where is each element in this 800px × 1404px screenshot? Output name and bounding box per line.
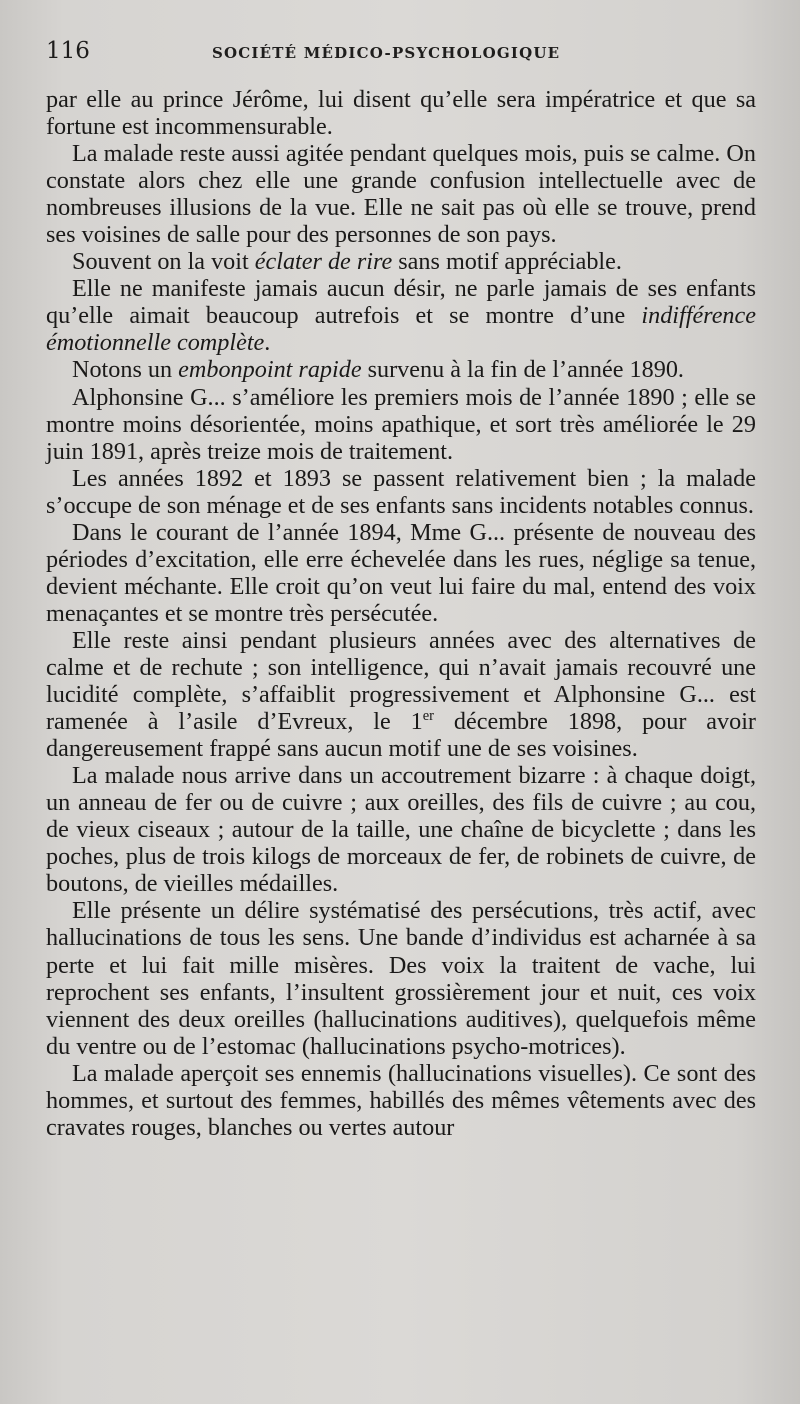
paragraph: [46, 627, 756, 762]
italic-text: éclater de rire: [254, 248, 393, 276]
paragraph: [46, 86, 756, 140]
paragraph: [46, 897, 756, 1059]
text-segment: Elle ne manifeste jamais aucun désir, ne parle jamais de ses enfants qu’elle aimait beaucoup autrefois et se montre d’une: [46, 275, 756, 330]
text-segment: Alphonsine G... s’améliore les premiers mois de l’année 1890 ; elle se montre moins désorientée, moins apathique, et sort très améliorée le 29 juin 1891, après treize mois de traitement.: [46, 383, 756, 465]
text-segment: Notons un: [72, 356, 179, 384]
paragraph: [46, 140, 756, 248]
text-segment: par elle au prince Jérôme, lui disent qu’elle sera impératrice et que sa fortune est incommensurable.: [46, 86, 756, 141]
text-segment: décembre 1898, pour avoir dangereusement frappé sans aucun motif une de ses voisines.: [46, 708, 756, 763]
paragraph: [46, 519, 756, 627]
italic-text: indifférence émotionnelle complète: [46, 302, 756, 357]
text-segment: La malade reste aussi agitée pendant quelques mois, puis se calme. On constate alors chez elle une grande confusion intellectuelle avec de nombreuses illusions de la vue. Elle ne sait pas où elle se trouve, prend ses voisines de salle pour des personnes de son pays.: [46, 140, 756, 249]
paragraph: [46, 1060, 756, 1141]
text-segment: Dans le courant de l’année 1894, Mme G... présente de nouveau des périodes d’excitation, elle erre échevelée dans les rues, néglige sa tenue, devient méchante. Elle croit qu’on veut lui faire du mal, entend des voix menaçantes et se montre très persécutée.: [46, 518, 756, 627]
paragraph: [46, 762, 756, 897]
text-segment: La malade aperçoit ses ennemis (hallucinations visuelles). Ce sont des hommes, et surtout des femmes, habillés des mêmes vêtements avec des cravates rouges, blanches ou vertes autour: [46, 1059, 756, 1141]
text-segment: Souvent on la voit: [72, 248, 255, 276]
text-segment: Elle présente un délire systématisé des persécutions, très actif, avec hallucinations de tous les sens. Une bande d’individus est acharnée à sa perte et lui fait mille misères. Des voix la traitent de vache, lui reprochent ses enfants, l’insultent grossièrement jour et nuit, ces voix viennent des deux oreilles (hallucinations auditives), quelquefois même du ventre ou de l’estomac (hallucinations psycho-motrices).: [46, 897, 756, 1060]
paragraph: [46, 465, 756, 519]
running-title: SOCIÉTÉ MÉDICO-PSYCHOLOGIQUE: [212, 44, 561, 62]
text-segment: sans motif appréciable.: [392, 248, 622, 276]
paragraph: [46, 275, 756, 356]
text-segment: survenu à la fin de l’année 1890.: [361, 356, 684, 384]
italic-text: embonpoint rapide: [178, 356, 362, 384]
text-segment: Les années 1892 et 1893 se passent relativement bien ; la malade s’occupe de son ménage et de ses enfants sans incidents notables connus.: [46, 464, 756, 519]
paragraph: [46, 248, 756, 275]
text-segment: .: [264, 329, 271, 357]
page-number: 116: [46, 38, 90, 64]
page-header: [46, 38, 756, 78]
text-segment: La malade nous arrive dans un accoutrement bizarre : à chaque doigt, un anneau de fer ou de cuivre ; aux oreilles, des fils de cuivre ; au cou, de vieux ciseaux ; autour de la taille, une chaîne de bicyclette ; dans les poches, plus de trois kilogs de morceaux de fer, de robinets de cuivre, de boutons, de vieilles médailles.: [46, 762, 756, 898]
paragraph: [46, 384, 756, 465]
body-text: [46, 86, 756, 1141]
text-segment: Elle reste ainsi pendant plusieurs années avec des alternatives de calme et de rechute ; son intelligence, qui n’avait jamais recouvré une lucidité complète, s’affaiblit progressivement et Alphonsine G... est ramenée à l’asile d’Evreux, le 1: [46, 626, 756, 736]
superscript-text: er: [422, 708, 435, 725]
paragraph: [46, 356, 756, 383]
